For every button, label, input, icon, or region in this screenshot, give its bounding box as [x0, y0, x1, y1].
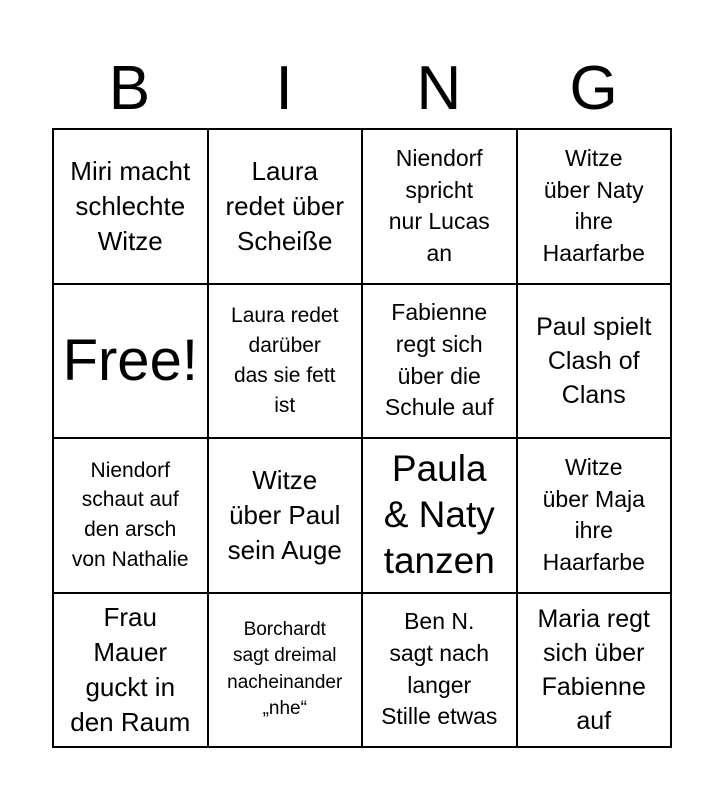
bingo-cell[interactable] — [54, 439, 209, 594]
bingo-grid — [52, 128, 672, 748]
header-letter-n: N — [416, 54, 462, 123]
bingo-cell[interactable] — [209, 594, 364, 749]
bingo-cell[interactable] — [363, 439, 518, 594]
bingo-cell[interactable] — [518, 130, 673, 285]
cell-text: Laura redet über Scheiße — [225, 155, 345, 256]
header-letter-i: I — [275, 54, 293, 123]
cell-text: Maria regt sich über Fabienne auf — [537, 604, 651, 735]
header-letter-g: G — [569, 54, 618, 123]
cell-text: Witze über Maja ihre Haarfarbe — [542, 453, 645, 575]
bingo-header — [52, 50, 671, 128]
cell-text: Paul spielt Clash of Clans — [536, 312, 652, 409]
bingo-cell[interactable] — [518, 439, 673, 594]
cell-text: Miri macht schlechte Witze — [70, 155, 191, 256]
cell-text: Laura redet darüber das sie fett ist — [231, 304, 339, 417]
header-letter-b: B — [108, 54, 151, 123]
cell-text: Niendorf spricht nur Lucas an — [388, 144, 490, 266]
cell-text: Witze über Naty ihre Haarfarbe — [542, 144, 645, 266]
cell-text: Niendorf schaut auf den arsch von Nathalie — [71, 458, 189, 572]
bingo-cell[interactable] — [518, 594, 673, 749]
cell-text: Fabienne regt sich über die Schule auf — [384, 299, 494, 421]
bingo-cell[interactable] — [54, 130, 209, 285]
cell-text: Paula & Naty tanzen — [383, 447, 495, 582]
bingo-cell[interactable] — [209, 285, 364, 440]
bingo-cell[interactable] — [54, 594, 209, 749]
cell-text: Borchardt sagt dreimal nacheinander „nhe“ — [227, 618, 343, 720]
cell-text: Witze über Paul sein Auge — [227, 464, 342, 565]
free-text: Free! — [62, 327, 198, 393]
cell-text: Ben N. sagt nach langer Stille etwas — [381, 608, 498, 730]
bingo-cell[interactable] — [363, 130, 518, 285]
bingo-cell[interactable] — [518, 285, 673, 440]
bingo-cell[interactable] — [363, 285, 518, 440]
cell-text: Frau Mauer guckt in den Raum — [70, 601, 191, 737]
bingo-cell[interactable] — [209, 130, 364, 285]
free-cell[interactable] — [54, 285, 209, 440]
bingo-cell[interactable] — [363, 594, 518, 749]
bingo-cell[interactable] — [209, 439, 364, 594]
